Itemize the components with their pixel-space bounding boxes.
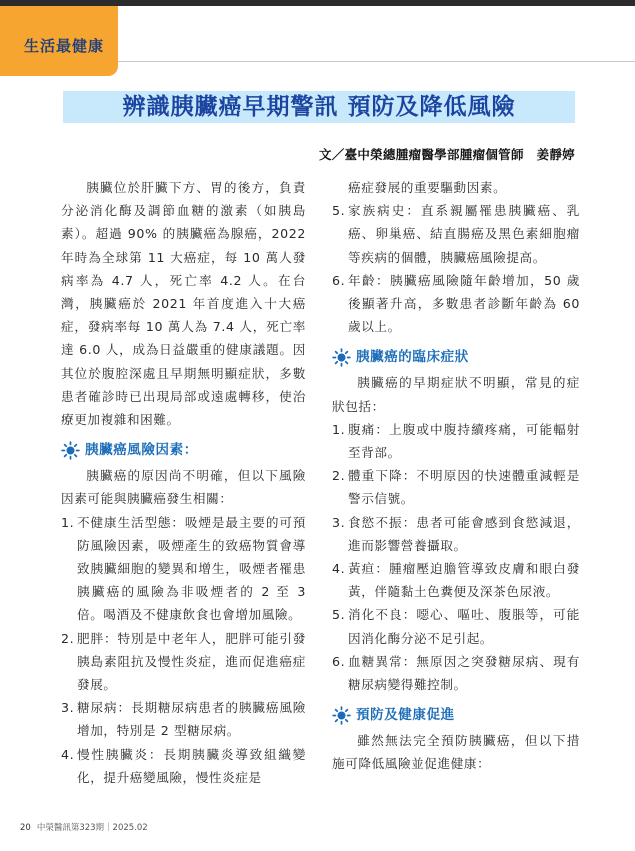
page-number: 20 — [20, 823, 31, 833]
risk-list-left — [61, 511, 306, 789]
prevention-intro: 雖然無法完全預防胰臟癌，但以下措施可降低風險並促進健康： — [332, 733, 580, 772]
list-text: 肥胖：特別是中老年人，肥胖可能引發胰島素阻抗及慢性炎症，進而促進癌症發展。 — [77, 630, 306, 693]
list-item — [61, 511, 306, 627]
list-number: 6. — [332, 653, 346, 669]
list-item — [332, 511, 580, 557]
risk-list-right — [332, 199, 580, 338]
list-text: 血糖異常：無原因之突發糖尿病、現有糖尿病變得難控制。 — [348, 653, 580, 693]
sun-icon — [332, 348, 351, 367]
list-item — [332, 557, 580, 603]
list-number: 6. — [332, 272, 346, 288]
list-text: 腹痛：上腹或中腹持續疼痛，可能輻射至背部。 — [348, 421, 580, 461]
section-heading-text: 預防及健康促進 — [356, 707, 455, 724]
list-text: 不健康生活型態：吸煙是最主要的可預防風險因素，吸煙產生的致癌物質會導致胰臟細胞的變異和增生，吸煙者罹患胰臟癌的風險為非吸煙者的 2 至 3 倍。喝酒及不健康飲食也會增加風險。 — [77, 514, 306, 623]
list-item — [61, 743, 306, 789]
risk-intro: 胰臟癌的原因尚不明確，但以下風險因素可能與胰臟癌發生相關： — [61, 468, 306, 507]
list-number: 3. — [332, 514, 346, 530]
list-text: 食慾不振：患者可能會感到食慾減退，進而影響營養攝取。 — [348, 514, 580, 553]
list-number: 4. — [61, 746, 75, 762]
symptoms-heading — [332, 346, 580, 368]
list-item — [61, 696, 306, 742]
symptom-list — [332, 418, 580, 696]
sun-icon — [332, 706, 351, 725]
list-item — [332, 199, 580, 269]
intro-paragraph: 胰臟位於肝臟下方、胃的後方，負責分泌消化酶及調節血糖的激素（如胰島素）。超過 90% 的胰臟癌為腺癌，2022 年時為全球第 11 大癌症，每 10 萬人發病率為 4.7 人，死亡率 4.2 人。在台灣，胰臟癌於 2021 年首度進入十大癌症，發病率每 10 萬人為 7.4 人，死亡率達 6.0 人，成為日益嚴重的健康議題。因其位於腹腔深處且早期無明顯症狀，多數患者確診時已出現局部或遠處轉移，使治療更加複雜和困難。 — [61, 180, 306, 428]
list-number: 3. — [61, 700, 75, 716]
header-rule — [118, 61, 635, 62]
list-text: 消化不良：噁心、嘔吐、腹脹等，可能因消化酶分泌不足引起。 — [348, 607, 580, 646]
list-text: 糖尿病：長期糖尿病患者的胰臟癌風險增加，特別是 2 型糖尿病。 — [77, 700, 306, 739]
page-footer — [20, 821, 148, 833]
article-title: 辨識胰臟癌早期警訊 預防及降低風險 — [63, 91, 575, 123]
list-number: 2. — [332, 468, 346, 484]
symptom-intro: 胰臟癌的早期症狀不明顯，常見的症狀包括： — [332, 375, 580, 414]
right-column — [332, 176, 580, 776]
list-item — [332, 650, 580, 696]
list-text: 家族病史：直系親屬罹患胰臟癌、乳癌、卵巢癌、結直腸癌及黑色素細胞瘤等疾病的個體，胰臟癌風險提高。 — [348, 203, 580, 265]
list-number: 1. — [61, 514, 75, 530]
article-byline: 文／臺中榮總腫瘤醫學部腫瘤個管師 姜靜婷 — [318, 147, 575, 162]
section-heading-text: 胰臟癌的臨床症狀 — [356, 349, 469, 366]
risk-factors-heading — [61, 439, 306, 461]
list-item — [332, 418, 580, 464]
prevention-heading — [332, 704, 580, 726]
section-heading-text: 胰臟癌風險因素： — [85, 442, 198, 459]
list-number: 5. — [332, 203, 346, 219]
list-text: 黃疸：腫瘤壓迫膽管導致皮膚和眼白發黃，伴隨黏土色糞便及深茶色尿液。 — [348, 561, 580, 600]
section-tab — [0, 6, 118, 76]
sun-icon — [61, 441, 80, 460]
publication-info: 中榮醫訊第323期｜2025.02 — [36, 823, 148, 833]
list-number: 5. — [332, 607, 346, 623]
left-column — [61, 176, 306, 789]
list-item — [61, 627, 306, 697]
list-text: 體重下降：不明原因的快速體重減輕是警示信號。 — [348, 468, 580, 507]
list-number: 4. — [332, 561, 346, 577]
continued-text: 癌症發展的重要驅動因素。 — [348, 180, 507, 195]
list-number: 2. — [61, 630, 75, 646]
list-item — [332, 269, 580, 339]
list-number: 1. — [332, 421, 346, 437]
list-item — [332, 464, 580, 510]
section-label: 生活最健康 — [24, 37, 105, 55]
list-text: 慢性胰臟炎：長期胰臟炎導致組織變化，提升癌變風險，慢性炎症是 — [77, 746, 306, 785]
list-item — [332, 603, 580, 649]
list-text: 年齡：胰臟癌風險隨年齡增加，50 歲後顯著升高，多數患者診斷年齡為 60 歲以上。 — [348, 272, 580, 335]
